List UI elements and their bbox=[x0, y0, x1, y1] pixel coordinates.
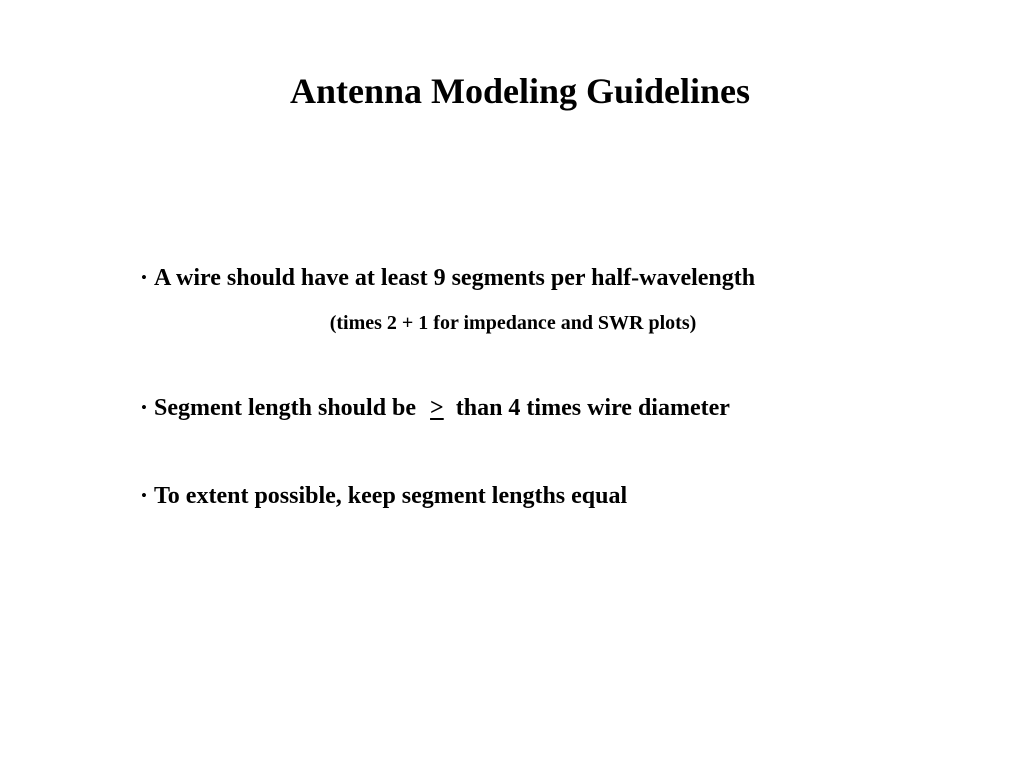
bullet-subnote: (times 2 + 1 for impedance and SWR plots) bbox=[329, 312, 697, 334]
bullet-equal-segment-lengths bbox=[141, 481, 627, 511]
bullet-marker: • bbox=[141, 268, 147, 287]
greater-than-or-equal-symbol: > bbox=[430, 395, 444, 421]
bullet-text: To extent possible, keep segment lengths equal bbox=[154, 483, 628, 509]
bullet-marker: • bbox=[141, 398, 147, 417]
bullet-text: A wire should have at least 9 segments per half-wavelength bbox=[154, 265, 756, 291]
bullet-segment-length-ratio bbox=[141, 393, 730, 423]
bullet-segments-per-half-wavelength bbox=[141, 263, 755, 293]
slide-title: Antenna Modeling Guidelines bbox=[289, 71, 751, 111]
bullet-marker: • bbox=[141, 486, 147, 505]
bullet-text-after: than 4 times wire diameter bbox=[455, 395, 730, 421]
bullet-text-before: Segment length should be bbox=[154, 395, 417, 421]
